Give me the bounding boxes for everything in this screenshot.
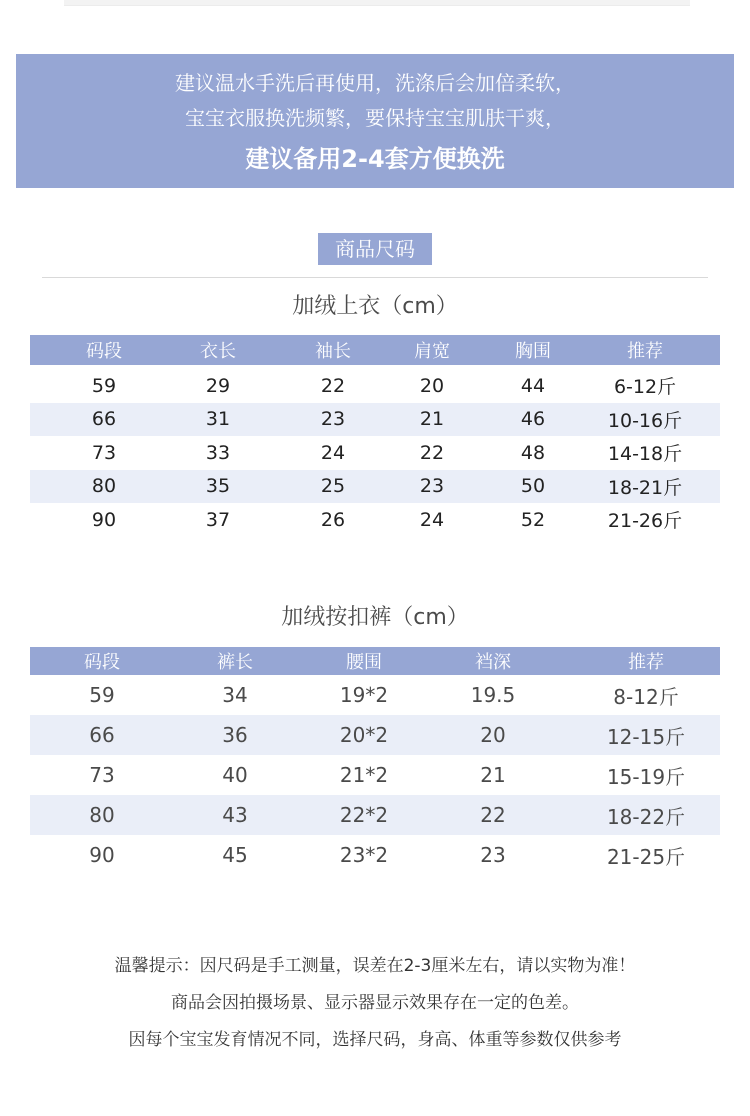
table-cell: 19.5 [470,683,516,707]
table-cell: 19*2 [339,683,389,707]
top-size-table [30,335,720,537]
banner-line-3: 建议备用2-4套方便换洗 [245,145,505,173]
table-cell: 25 [320,475,346,498]
table-cell: 37 [205,508,231,531]
table-cell: 73 [89,763,115,787]
table-cell: 12-15斤 [606,724,686,749]
header-cell: 腰围 [346,652,382,673]
table-cell: 15-19斤 [606,764,686,789]
table-cell: 22*2 [339,803,389,827]
table-cell: 24 [419,508,445,531]
table-cell: 21*2 [339,763,389,787]
table-row [30,403,720,437]
section-title: 商品尺码 [318,233,432,265]
table-cell: 80 [91,475,117,498]
header-cell: 裤长 [217,652,253,673]
note-line-2: 商品会因拍摄场景、显示器显示效果存在一定的色差。 [171,993,579,1013]
table-cell: 20 [419,374,445,397]
table-cell: 90 [91,508,117,531]
header-cell: 袖长 [315,341,351,362]
table-cell: 59 [89,683,115,707]
table-row [30,795,720,835]
table-cell: 35 [205,475,231,498]
table-cell: 23*2 [339,843,389,867]
table-cell: 22 [480,803,506,827]
table-cell: 8-12斤 [613,684,679,709]
table-cell: 29 [205,374,231,397]
table-cell: 50 [520,475,546,498]
table-cell: 10-16斤 [607,409,683,432]
table-cell: 33 [205,441,231,464]
banner-line-1: 建议温水手洗后再使用，洗涤后会加倍柔软， [175,71,575,95]
note-line-1: 温馨提示：因尺码是手工测量，误差在2-3厘米左右，请以实物为准！ [114,956,636,976]
table-cell: 40 [222,763,248,787]
care-banner [16,54,734,188]
table-row [30,715,720,755]
top-table-title: 加绒上衣（cm） [292,294,458,319]
table-cell: 59 [91,374,117,397]
pants-size-table [30,647,720,875]
header-cell: 胸围 [515,341,551,362]
table-cell: 18-22斤 [606,804,686,829]
table-row [30,470,720,504]
header-cell: 码段 [86,341,122,362]
table-cell: 6-12斤 [613,376,677,399]
table-cell: 45 [222,843,248,867]
table-row [30,436,720,470]
header-cell: 推荐 [627,341,663,362]
table-row [30,835,720,875]
table-cell: 36 [222,723,248,747]
header-cell: 裆深 [475,652,511,673]
table-cell: 21-25斤 [606,844,686,869]
table-cell: 66 [91,408,117,431]
table-cell: 22 [320,374,346,397]
table-row [30,369,720,403]
table-cell: 44 [520,374,546,397]
table-cell: 90 [89,843,115,867]
table-header-row [30,647,720,675]
table-cell: 66 [89,723,115,747]
table-cell: 21 [480,763,506,787]
table-cell: 43 [222,803,248,827]
table-cell: 20 [480,723,506,747]
table-cell: 21-26斤 [607,510,683,533]
top-divider-strip [64,0,690,6]
table-row [30,755,720,795]
table-cell: 22 [419,441,445,464]
table-cell: 24 [320,441,346,464]
header-cell: 推荐 [628,652,664,673]
table-cell: 48 [520,441,546,464]
table-cell: 23 [480,843,506,867]
table-cell: 46 [520,408,546,431]
banner-line-2: 宝宝衣服换洗频繁，要保持宝宝肌肤干爽， [185,106,565,130]
table-cell: 21 [419,408,445,431]
header-cell: 肩宽 [414,341,450,362]
table-cell: 14-18斤 [607,443,683,466]
table-cell: 31 [205,408,231,431]
pants-table-title: 加绒按扣裤（cm） [281,605,469,630]
header-cell: 码段 [84,652,120,673]
table-cell: 20*2 [339,723,389,747]
table-cell: 23 [419,475,445,498]
table-cell: 26 [320,508,346,531]
note-line-3: 因每个宝宝发育情况不同，选择尺码，身高、体重等参数仅供参考 [128,1030,622,1050]
table-header-row [30,335,720,365]
header-cell: 衣长 [200,341,236,362]
table-row [30,675,720,715]
table-cell: 18-21斤 [607,476,683,499]
table-cell: 73 [91,441,117,464]
table-cell: 52 [520,508,546,531]
table-cell: 23 [320,408,346,431]
section-divider [42,277,708,278]
table-row [30,503,720,537]
table-cell: 80 [89,803,115,827]
table-cell: 34 [222,683,248,707]
